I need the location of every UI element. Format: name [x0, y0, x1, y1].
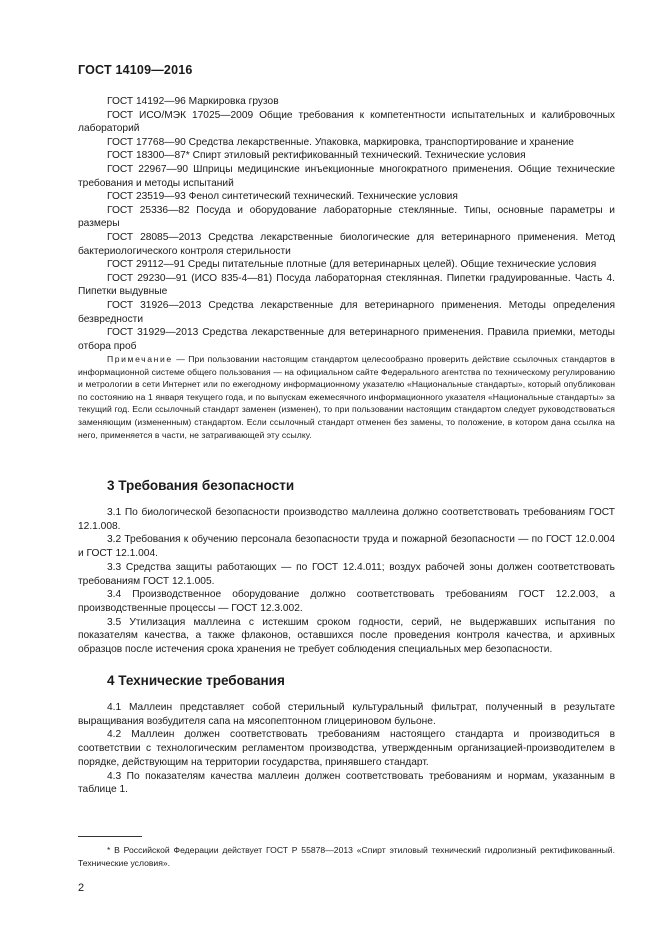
- document-header: ГОСТ 14109—2016: [78, 63, 193, 77]
- note-block: [78, 353, 615, 441]
- reference-item: ГОСТ 29230—91 (ИСО 835-4—81) Посуда лабораторная стеклянная. Пипетки градуированные. Часть 4. Пипетки выдувные: [78, 272, 615, 298]
- footnote-divider: [78, 836, 142, 837]
- reference-item: ГОСТ 29112—91 Среды питательные плотные (для ветеринарных целей). Общие технические условия: [107, 259, 597, 271]
- section-4-body: [78, 701, 615, 797]
- clause: 3.2 Требования к обучению персонала безопасности труда и пожарной безопасности — по ГОСТ 12.0.004 и ГОСТ 12.1.004.: [78, 534, 615, 560]
- reference-item: ГОСТ 22967—90 Шприцы медицинские инъекционные многократного применения. Общие технические требования и методы испытаний: [78, 163, 615, 189]
- reference-item: ГОСТ 23519—93 Фенол синтетический технический. Технические условия: [107, 191, 458, 203]
- clause: 3.4 Производственное оборудование должно соответствовать требованиям ГОСТ 12.2.003, а производственные процессы — ГОСТ 12.3.002.: [78, 589, 615, 614]
- reference-item: ГОСТ ИСО/МЭК 17025—2009 Общие требования к компетентности испытательных и калибровочных лабораторий: [78, 109, 615, 135]
- reference-item: ГОСТ 28085—2013 Средства лекарственные биологические для ветеринарного применения. Метод бактериологического контроля стерильности: [78, 231, 615, 257]
- section-3-heading: 3 Требования безопасности: [107, 478, 295, 493]
- reference-item: ГОСТ 25336—82 Посуда и оборудование лабораторные стеклянные. Типы, основные параметры и размеры: [78, 204, 615, 230]
- note-text: — При пользовании настоящим стандартом целесообразно проверить действие ссылочных стандартов в информационной системе общего пользования — на официальном сайте Федерального агентства по техническому регулированию и метрологии в сети Интернет или по ежегодному информационному указателю «Национальные стандарты», который опубликован по состоянию на 1 января текущего года, и по выпускам ежемесячного информационного указателя «Национальные стандарты» за текущий год. Если ссылочный стандарт заменен (изменен), то при пользовании настоящим стандартом следует руководствоваться заменяющим (измененным) стандартом. Если ссылочный стандарт отменен без замены, то положение, в котором дана ссылка на него, применяется в части, не затрагивающей эту ссылку.: [78, 354, 615, 440]
- reference-item: ГОСТ 18300—87* Спирт этиловый ректификованный технический. Технические условия: [107, 150, 526, 162]
- footnote: * В Российской Федерации действует ГОСТ Р 55878—2013 «Спирт этиловый технический гидролизный ректификованный. Технические условия».: [78, 845, 615, 868]
- reference-item: ГОСТ 31926—2013 Средства лекарственные для ветеринарного применения. Методы определения безвредности: [78, 299, 615, 325]
- clause: 3.1 По биологической безопасности производство маллеина должно соответствовать требованиям ГОСТ 12.1.008.: [78, 507, 615, 532]
- clause: 4.1 Маллеин представляет собой стерильный культуральный фильтрат, полученный в результате выращивания возбудителя сапа на мясопептонном глицериновом бульоне.: [78, 702, 615, 727]
- reference-item: ГОСТ 14192—96 Маркировка грузов: [107, 96, 279, 107]
- section-4-heading: 4 Технические требования: [107, 673, 285, 688]
- clause: 3.5 Утилизация маллеина с истекшим сроком годности, серий, не выдержавших испытания по показателям качества, а также флаконов, оставшихся после проведения контроля качества, и архивных образцов после истечения срока хранения не требует соблюдения специальных мер безопасности.: [78, 616, 615, 656]
- clause: 3.3 Средства защиты работающих — по ГОСТ 12.4.011; воздух рабочей зоны должен соответствовать требованиям ГОСТ 12.1.005.: [78, 561, 615, 587]
- note-label: Примечание: [107, 354, 173, 364]
- reference-item: ГОСТ 17768—90 Средства лекарственные. Упаковка, маркировка, транспортирование и хранение: [107, 136, 574, 148]
- reference-item: ГОСТ 31929—2013 Средства лекарственные для ветеринарного применения. Правила приемки, методы отбора проб: [78, 327, 615, 352]
- clause: 4.3 По показателям качества маллеин должен соответствовать требованиям и нормам, указанным в таблице 1.: [78, 770, 615, 796]
- clause: 4.2 Маллеин должен соответствовать требованиям настоящего стандарта и производиться в соответствии с технологическим регламентом производства, утвержденным организацией-производителем в порядке, действующим на территории государства, принявшего стандарт.: [78, 729, 615, 768]
- page-number: 2: [78, 882, 85, 894]
- section-3-body: [78, 506, 615, 657]
- normative-references-list: [78, 95, 615, 353]
